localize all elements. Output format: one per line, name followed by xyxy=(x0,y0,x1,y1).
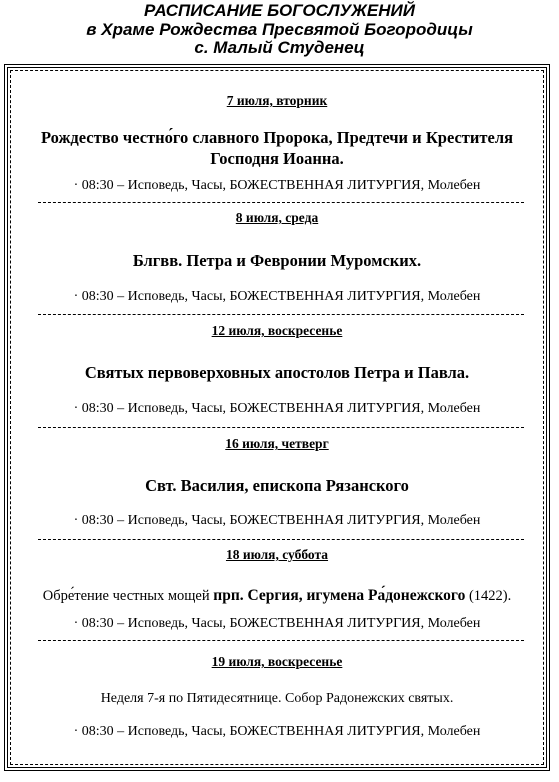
section-divider xyxy=(38,539,524,540)
day-schedule: · 08:30 – Исповедь, Часы, БОЖЕСТВЕННАЯ ЛИТУРГИЯ, Молебен xyxy=(73,616,481,631)
schedule-header xyxy=(0,2,559,58)
day-date: 12 июля, воскресенье xyxy=(211,323,343,338)
day-date: 16 июля, четверг xyxy=(225,436,329,451)
day-schedule: · 08:30 – Исповедь, Часы, БОЖЕСТВЕННАЯ ЛИТУРГИЯ, Молебен xyxy=(73,401,481,416)
header-village: с. Малый Студенец xyxy=(194,38,365,57)
section-divider xyxy=(38,202,524,203)
header-title: РАСПИСАНИЕ БОГОСЛУЖЕНИЙ xyxy=(144,1,415,20)
section-divider xyxy=(38,640,524,641)
day-schedule: · 08:30 – Исповедь, Часы, БОЖЕСТВЕННАЯ ЛИТУРГИЯ, Молебен xyxy=(73,724,481,739)
day-schedule: · 08:30 – Исповедь, Часы, БОЖЕСТВЕННАЯ ЛИТУРГИЯ, Молебен xyxy=(73,513,481,528)
header-church: в Храме Рождества Пресвятой Богородицы xyxy=(86,19,473,39)
feast-year: (1422). xyxy=(465,588,512,604)
feast-saint: прп. Сергия, игумена Ра́донежского xyxy=(213,587,466,604)
schedule-content xyxy=(8,68,546,767)
day-feast: Святых первоверховных апостолов Петра и Павла. xyxy=(84,363,470,382)
day-feast: Неделя 7-я по Пятидесятнице. Собор Радонежских святых. xyxy=(100,691,454,706)
day-date: 18 июля, суббота xyxy=(225,547,329,562)
section-divider xyxy=(38,427,524,428)
day-date: 19 июля, воскресенье xyxy=(211,654,343,669)
schedule-frame xyxy=(4,64,550,771)
section-divider xyxy=(38,314,524,315)
day-feast: Рождество честно́го славного Пророка, Предтечи и Крестителя Господня Иоанна. xyxy=(40,128,514,168)
day-feast: Блгвв. Петра и Февронии Муромских. xyxy=(132,251,422,270)
day-feast: Свт. Василия, епископа Рязанского xyxy=(145,476,409,495)
day-date: 8 июля, среда xyxy=(235,210,319,225)
day-schedule: · 08:30 – Исповедь, Часы, БОЖЕСТВЕННАЯ ЛИТУРГИЯ, Молебен xyxy=(73,289,481,304)
feast-prefix: Обре́тение честных мощей xyxy=(42,588,214,604)
day-feast xyxy=(8,587,546,605)
day-date: 7 июля, вторник xyxy=(226,93,328,108)
day-schedule: · 08:30 – Исповедь, Часы, БОЖЕСТВЕННАЯ ЛИТУРГИЯ, Молебен xyxy=(73,178,481,193)
